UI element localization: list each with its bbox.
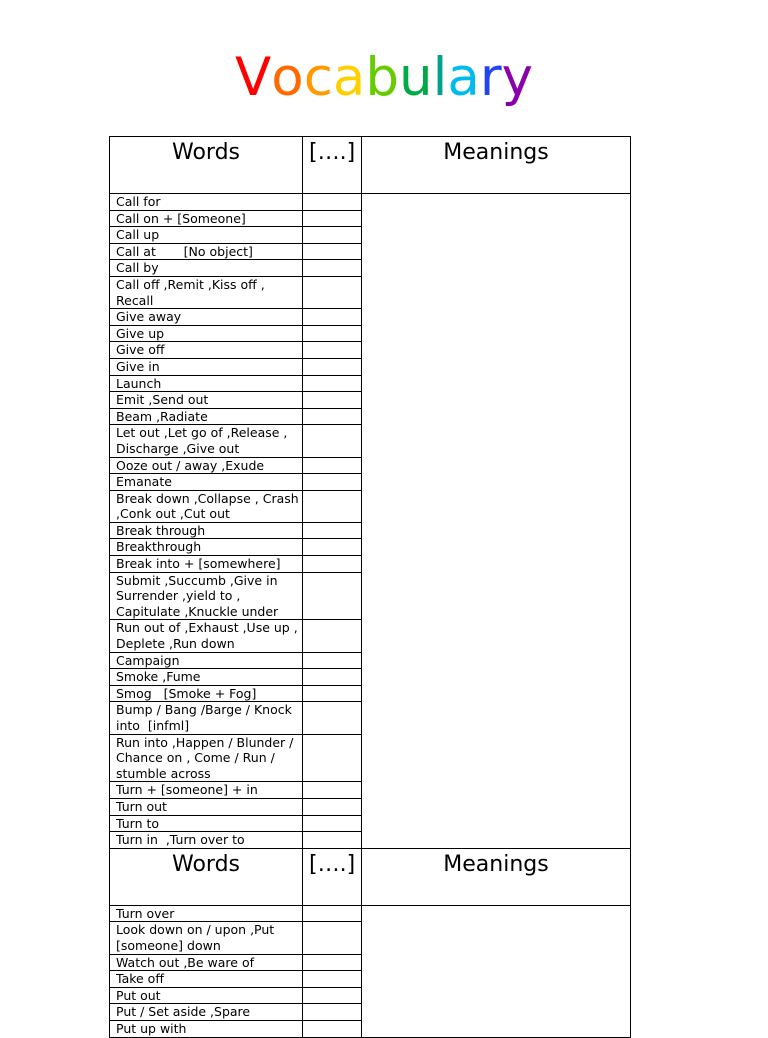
bracket-cell xyxy=(303,457,362,474)
title-letter: a xyxy=(332,47,366,108)
title-letter: V xyxy=(235,47,272,108)
word-cell: Call for xyxy=(110,194,303,211)
title-letter: o xyxy=(271,47,304,108)
word-cell: Turn in ,Turn over to xyxy=(110,832,303,849)
word-cell: Turn + [someone] + in xyxy=(110,782,303,799)
table-row xyxy=(110,194,631,211)
table-header-row xyxy=(110,848,631,905)
bracket-cell xyxy=(303,987,362,1004)
word-cell: Run into ,Happen / Blunder / Chance on , Come / Run / stumble across xyxy=(110,734,303,782)
word-cell: Run out of ,Exhaust ,Use up , Deplete ,Run down xyxy=(110,620,303,652)
header-meanings: Meanings xyxy=(362,137,631,194)
bracket-cell xyxy=(303,799,362,816)
word-cell: Put up with xyxy=(110,1020,303,1037)
word-cell: Turn over xyxy=(110,905,303,922)
title-letter: r xyxy=(479,47,502,108)
bracket-cell xyxy=(303,815,362,832)
bracket-cell xyxy=(303,539,362,556)
word-cell: Call on + [Someone] xyxy=(110,210,303,227)
title-letter: b xyxy=(365,47,399,108)
word-cell: Call off ,Remit ,Kiss off , Recall xyxy=(110,276,303,308)
header-words: Words xyxy=(110,848,303,905)
bracket-cell xyxy=(303,309,362,326)
word-cell: Give up xyxy=(110,325,303,342)
bracket-cell xyxy=(303,782,362,799)
bracket-cell xyxy=(303,1020,362,1037)
word-cell: Break into + [somewhere] xyxy=(110,556,303,573)
bracket-cell xyxy=(303,276,362,308)
bracket-cell xyxy=(303,227,362,244)
word-cell: Break through xyxy=(110,522,303,539)
bracket-cell xyxy=(303,408,362,425)
meanings-cell xyxy=(362,905,631,1037)
table-row xyxy=(110,905,631,922)
bracket-cell xyxy=(303,358,362,375)
word-cell: Emanate xyxy=(110,474,303,491)
bracket-cell xyxy=(303,905,362,922)
bracket-cell xyxy=(303,260,362,277)
bracket-cell xyxy=(303,734,362,782)
word-cell: Bump / Bang /Barge / Knock into [infml] xyxy=(110,702,303,734)
bracket-cell xyxy=(303,556,362,573)
bracket-cell xyxy=(303,342,362,359)
word-cell: Give in xyxy=(110,358,303,375)
word-cell: Call at [No object] xyxy=(110,243,303,260)
title-letter: c xyxy=(303,47,333,108)
word-cell: Put / Set aside ,Spare xyxy=(110,1004,303,1021)
bracket-cell xyxy=(303,620,362,652)
word-cell: Breakthrough xyxy=(110,539,303,556)
word-cell: Smog [Smoke + Fog] xyxy=(110,685,303,702)
word-cell: Turn to xyxy=(110,815,303,832)
bracket-cell xyxy=(303,685,362,702)
word-cell: Ooze out / away ,Exude xyxy=(110,457,303,474)
word-cell: Emit ,Send out xyxy=(110,392,303,409)
title-letter: y xyxy=(501,47,533,108)
header-bracket: [….] xyxy=(303,137,362,194)
bracket-cell xyxy=(303,243,362,260)
title-letter: u xyxy=(399,47,433,108)
word-cell: Launch xyxy=(110,375,303,392)
word-cell: Campaign xyxy=(110,652,303,669)
title-letter: a xyxy=(447,47,480,108)
bracket-cell xyxy=(303,669,362,686)
bracket-cell xyxy=(303,702,362,734)
bracket-cell xyxy=(303,652,362,669)
bracket-cell xyxy=(303,325,362,342)
bracket-cell xyxy=(303,954,362,971)
word-cell: Smoke ,Fume xyxy=(110,669,303,686)
word-cell: Let out ,Let go of ,Release , Discharge ,Give out xyxy=(110,425,303,457)
vocabulary-table xyxy=(109,136,631,1038)
word-cell: Beam ,Radiate xyxy=(110,408,303,425)
header-bracket: [….] xyxy=(303,848,362,905)
bracket-cell xyxy=(303,425,362,457)
bracket-cell xyxy=(303,474,362,491)
bracket-cell xyxy=(303,922,362,954)
word-cell: Submit ,Succumb ,Give in Surrender ,yield to , Capitulate ,Knuckle under xyxy=(110,572,303,620)
bracket-cell xyxy=(303,1004,362,1021)
word-cell: Turn out xyxy=(110,799,303,816)
word-cell: Give off xyxy=(110,342,303,359)
word-cell: Call by xyxy=(110,260,303,277)
word-cell: Give away xyxy=(110,309,303,326)
bracket-cell xyxy=(303,210,362,227)
word-cell: Put out xyxy=(110,987,303,1004)
word-cell: Take off xyxy=(110,971,303,988)
bracket-cell xyxy=(303,194,362,211)
bracket-cell xyxy=(303,572,362,620)
bracket-cell xyxy=(303,490,362,522)
page-title xyxy=(0,46,768,110)
bracket-cell xyxy=(303,375,362,392)
meanings-cell xyxy=(362,194,631,849)
word-cell: Look down on / upon ,Put [someone] down xyxy=(110,922,303,954)
bracket-cell xyxy=(303,971,362,988)
word-cell: Break down ,Collapse , Crash ,Conk out ,Cut out xyxy=(110,490,303,522)
table-header-row xyxy=(110,137,631,194)
bracket-cell xyxy=(303,392,362,409)
header-words: Words xyxy=(110,137,303,194)
header-meanings: Meanings xyxy=(362,848,631,905)
bracket-cell xyxy=(303,832,362,849)
word-cell: Call up xyxy=(110,227,303,244)
title-letter: l xyxy=(432,47,448,108)
bracket-cell xyxy=(303,522,362,539)
word-cell: Watch out ,Be ware of xyxy=(110,954,303,971)
